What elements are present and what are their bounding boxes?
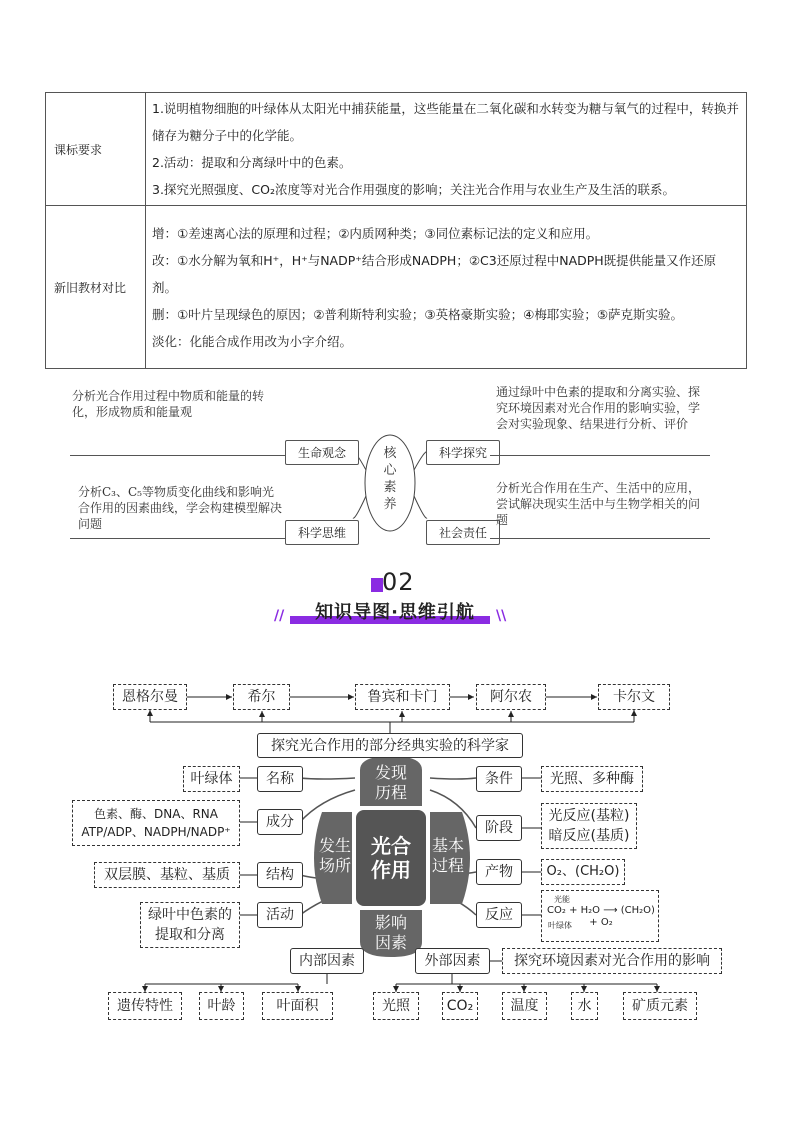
detail-box: 双层膜、基粒、基质 — [94, 862, 240, 888]
center-photosynthesis: 光合 作用 — [371, 834, 411, 882]
factor-box: 温度 — [502, 992, 547, 1020]
petal-discovery: 发现 历程 — [374, 763, 407, 802]
factor-box: CO₂ — [442, 992, 478, 1020]
factor-box: 光照 — [373, 992, 419, 1020]
scientists-title: 探究光合作用的部分经典实验的科学家 — [257, 733, 523, 758]
social-responsibility-text: 分析光合作用在生产、生活中的应用，尝试解决现实生活中与生物学相关的问题 — [496, 481, 701, 527]
center-char: 素 — [383, 480, 397, 495]
section-number: 02 — [382, 568, 415, 596]
left-slashes: // — [274, 608, 285, 624]
environment-experiment-note: 探究环境因素对光合作用的影响 — [502, 948, 722, 974]
life-concept-text: 分析光合作用过程中物质和能量的转化，形成物质和能量观 — [72, 389, 265, 419]
detail-box: 色素、酶、DNA、RNA ATP/ADP、NADPH/NADP⁺ — [72, 800, 240, 846]
label-condition: 条件 — [476, 766, 522, 792]
row-label: 课标要求 — [46, 93, 146, 206]
label-structure: 结构 — [257, 862, 303, 888]
detail-box: 光照、多种酶 — [541, 766, 643, 792]
text-line: 1.说明植物细胞的叶绿体从太阳光中捕获能量，这些能量在二氧化碳和水转变为糖与氧气的过程中，转换并储存为糖分子中的化学能。 — [152, 101, 739, 143]
text-line: 2.活动：提取和分离绿叶中的色素。 — [152, 155, 352, 170]
label-components: 成分 — [257, 809, 303, 835]
factor-box: 叶龄 — [199, 992, 244, 1020]
external-factors: 外部因素 — [415, 948, 490, 974]
scientist-box: 恩格尔曼 — [113, 684, 187, 710]
row-label: 新旧教材对比 — [46, 206, 146, 369]
petal-process: 基本 过程 — [431, 836, 464, 875]
scientific-inquiry-label: 科学探究 — [426, 440, 500, 465]
scientist-box: 卡尔文 — [598, 684, 670, 710]
detail-box: O₂、(CH₂O) — [541, 859, 625, 885]
center-char: 养 — [383, 497, 397, 512]
text-line: 改：①水分解为氧和H⁺，H⁺与NADP⁺结合形成NADPH；②C3还原过程中NADPH既提供能量又作还原剂。 — [152, 252, 717, 295]
detail-box: 绿叶中色素的 提取和分离 — [140, 902, 240, 948]
social-responsibility-label: 社会责任 — [426, 520, 500, 545]
detail-box: 叶绿体 — [183, 766, 240, 792]
center-char: 核 — [383, 446, 397, 461]
scientist-box: 希尔 — [233, 684, 290, 710]
label-name: 名称 — [257, 766, 303, 792]
petal-factors: 影响 因素 — [374, 913, 407, 952]
text-line: 增：①差速离心法的原理和过程；②内质网种类；③同位素标记法的定义和应用。 — [152, 225, 599, 241]
text-line: 删：①叶片呈现绿色的原因；②普利斯特利实验；③英格豪斯实验；④梅耶实验；⑤萨克斯实验。 — [152, 306, 684, 322]
factor-box: 矿质元素 — [623, 992, 697, 1020]
petal-site: 发生 场所 — [318, 836, 351, 875]
scientist-box: 鲁宾和卡门 — [355, 684, 450, 710]
reaction-equation: CO₂ + H₂O ⟶ (CH₂O) + O₂ — [547, 905, 655, 928]
scientific-inquiry-text: 通过绿叶中色素的提取和分离实验、探究环境因素对光合作用的影响实验，学会对实验现象、结果进行分析、评价 — [496, 385, 701, 431]
life-concept-label: 生命观念 — [285, 440, 359, 465]
label-activity: 活动 — [257, 902, 303, 928]
scientific-thinking-text: 分析C₃、C₅等物质变化曲线和影响光合作用的因素曲线，学会构建模型解决问题 — [78, 485, 283, 531]
reaction-condition-top: 光能 — [554, 895, 570, 904]
text-line: 3.探究光照强度、CO₂浓度等对光合作用强度的影响；关注光合作用与农业生产及生活的联系。 — [152, 182, 676, 197]
section-title: 知识导图·思维引航 — [315, 602, 475, 623]
text-line: 淡化：化能合成作用改为小字介绍。 — [152, 333, 353, 349]
scientific-thinking-label: 科学思维 — [285, 520, 359, 545]
right-slashes: \\ — [496, 608, 507, 624]
factor-box: 水 — [571, 992, 598, 1020]
center-char: 心 — [383, 463, 397, 478]
detail-box: 光反应(基粒) 暗反应(基质) — [541, 803, 637, 849]
factor-box: 叶面积 — [262, 992, 333, 1020]
reaction-condition-bottom: 叶绿体 — [548, 921, 572, 930]
internal-factors: 内部因素 — [290, 948, 364, 974]
factor-box: 遗传特性 — [108, 992, 182, 1020]
reaction-equation-box — [541, 890, 659, 942]
scientist-box: 阿尔农 — [476, 684, 546, 710]
label-product: 产物 — [476, 859, 522, 885]
label-stage: 阶段 — [476, 815, 522, 841]
label-reaction: 反应 — [476, 902, 522, 928]
